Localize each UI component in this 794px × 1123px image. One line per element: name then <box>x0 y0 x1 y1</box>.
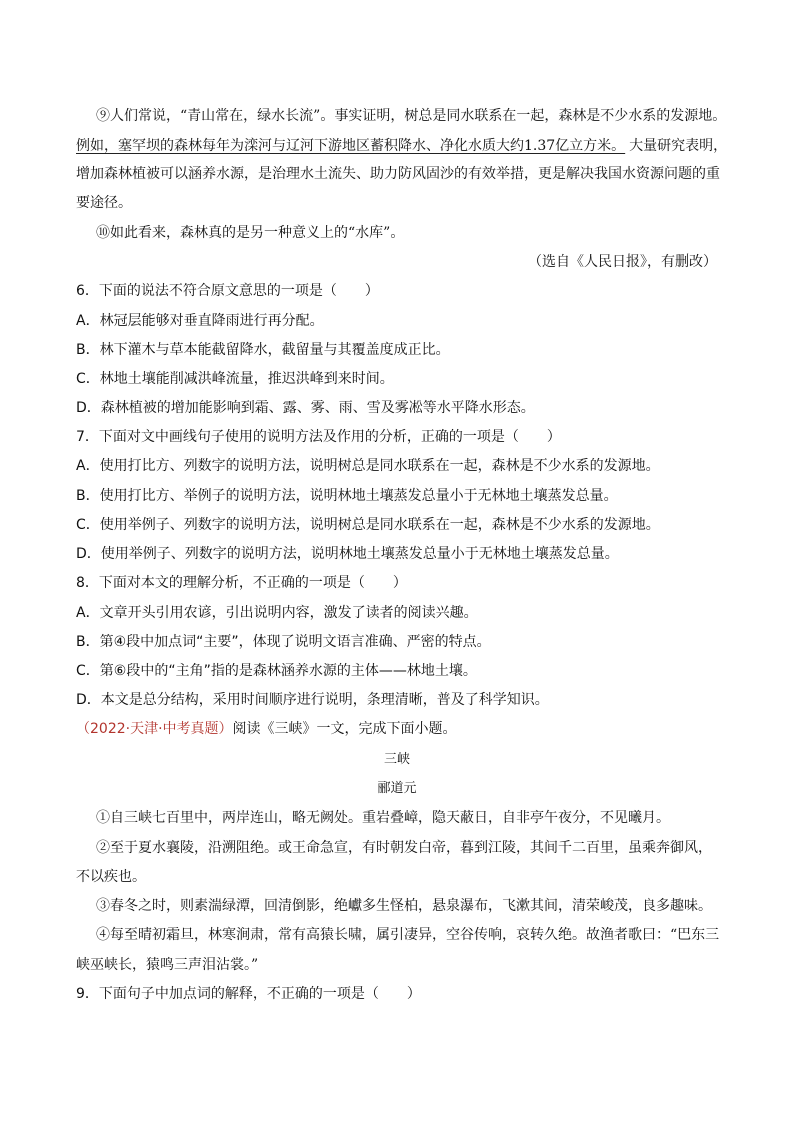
q8-option-c: C．第⑥段中的“主角”指的是森林涵养水源的主体——林地土壤。 <box>76 663 477 679</box>
question-6: 6．下面的说法不符合原文意思的一项是（ ） <box>76 283 379 299</box>
paragraph-10: ⑩如此看来，森林真的是另一种意义上的“水库”。 <box>96 225 405 241</box>
q6-option-a: A．林冠层能够对垂直降雨进行再分配。 <box>76 313 324 329</box>
paragraph-9-line-3: 增加森林植被可以涵养水源，是治理水土流失、助力防风固沙的有效举措，更是解决我国水资源问题的重 <box>76 166 720 182</box>
q6-option-d: D．森林植被的增加能影响到霜、露、雾、雨、雪及雾凇等水平降水形态。 <box>76 400 535 416</box>
q7-option-b: B．使用打比方、举例子的说明方法，说明林地土壤蒸发总量小于无林地土壤蒸发总量。 <box>76 488 618 504</box>
q6-option-b: B．林下灌木与草本能截留降水，截留量与其覆盖度成正比。 <box>76 342 450 358</box>
classical-paragraph-4-line-2: 峡巫峡长，猿鸣三声泪沾裳。” <box>76 957 259 973</box>
paragraph-9-line-1: ⑨人们常说，“青山常在，绿水长流”。事实证明，树总是同水联系在一起，森林是不少水系的发源地。 <box>96 108 727 124</box>
q7-option-c: C．使用举例子、列数字的说明方法，说明树总是同水联系在一起，森林是不少水系的发源地。 <box>76 517 660 533</box>
classical-paragraph-4-line-1: ④每至晴初霜旦，林寒涧肃，常有高猿长啸，属引凄异，空谷传响，哀转久绝。故渔者歌曰：“巴东三 <box>96 927 720 943</box>
q8-option-b: B．第④段中加点词“主要”，体现了说明文语言准确、严密的特点。 <box>76 634 491 650</box>
classical-title: 三峡 <box>383 752 410 767</box>
exam-source-tag: （2022·天津·中考真题） <box>76 721 233 737</box>
reading-intro <box>76 719 457 739</box>
classical-paragraph-3: ③春冬之时，则素湍绿潭，回清倒影，绝巘多生怪柏，悬泉瀑布，飞漱其间，清荣峻茂，良多趣味。 <box>96 898 712 914</box>
question-8: 8．下面对本文的理解分析，不正确的一项是（ ） <box>76 575 407 591</box>
q7-option-a: A．使用打比方、列数字的说明方法，说明树总是同水联系在一起，森林是不少水系的发源地。 <box>76 458 660 474</box>
paragraph-9-line-2: 例如，塞罕坝的森林每年为滦河与辽河下游地区蓄积降水、净化水质大约1.37亿立方米。 大量研究表明， <box>76 138 728 154</box>
passage-source: （选自《人民日报》，有删改） <box>528 254 717 270</box>
classical-paragraph-2-line-2: 不以疾也。 <box>76 869 146 885</box>
q7-option-d: D．使用举例子、列数字的说明方法，说明林地土壤蒸发总量小于无林地土壤蒸发总量。 <box>76 546 619 562</box>
question-9: 9．下面句子中加点词的解释，不正确的一项是（ ） <box>76 986 421 1002</box>
reading-instruction: 阅读《三峡》一文，完成下面小题。 <box>232 721 457 737</box>
paragraph-9-line-2-tail: 大量研究表明， <box>629 138 728 154</box>
q6-option-c: C．林地土壤能削减洪峰流量，推迟洪峰到来时间。 <box>76 371 394 387</box>
question-7: 7．下面对文中画线句子使用的说明方法及作用的分析，正确的一项是（ ） <box>76 429 561 445</box>
classical-author: 郦道元 <box>377 781 417 796</box>
classical-paragraph-2-line-1: ②至于夏水襄陵，沿溯阻绝。或王命急宣，有时朝发白帝，暮到江陵，其间千二百里，虽乘奔御风， <box>96 840 712 856</box>
paragraph-9-line-4: 要途径。 <box>76 195 132 211</box>
q8-option-d: D．本文是总分结构，采用时间顺序进行说明，条理清晰，普及了科学知识。 <box>76 692 549 708</box>
classical-paragraph-1: ①自三峡七百里中，两岸连山，略无阙处。重岩叠嶂，隐天蔽日，自非亭午夜分，不见曦月。 <box>96 810 670 826</box>
q8-option-a: A．文章开头引用农谚，引出说明内容，激发了读者的阅读兴趣。 <box>76 605 478 621</box>
